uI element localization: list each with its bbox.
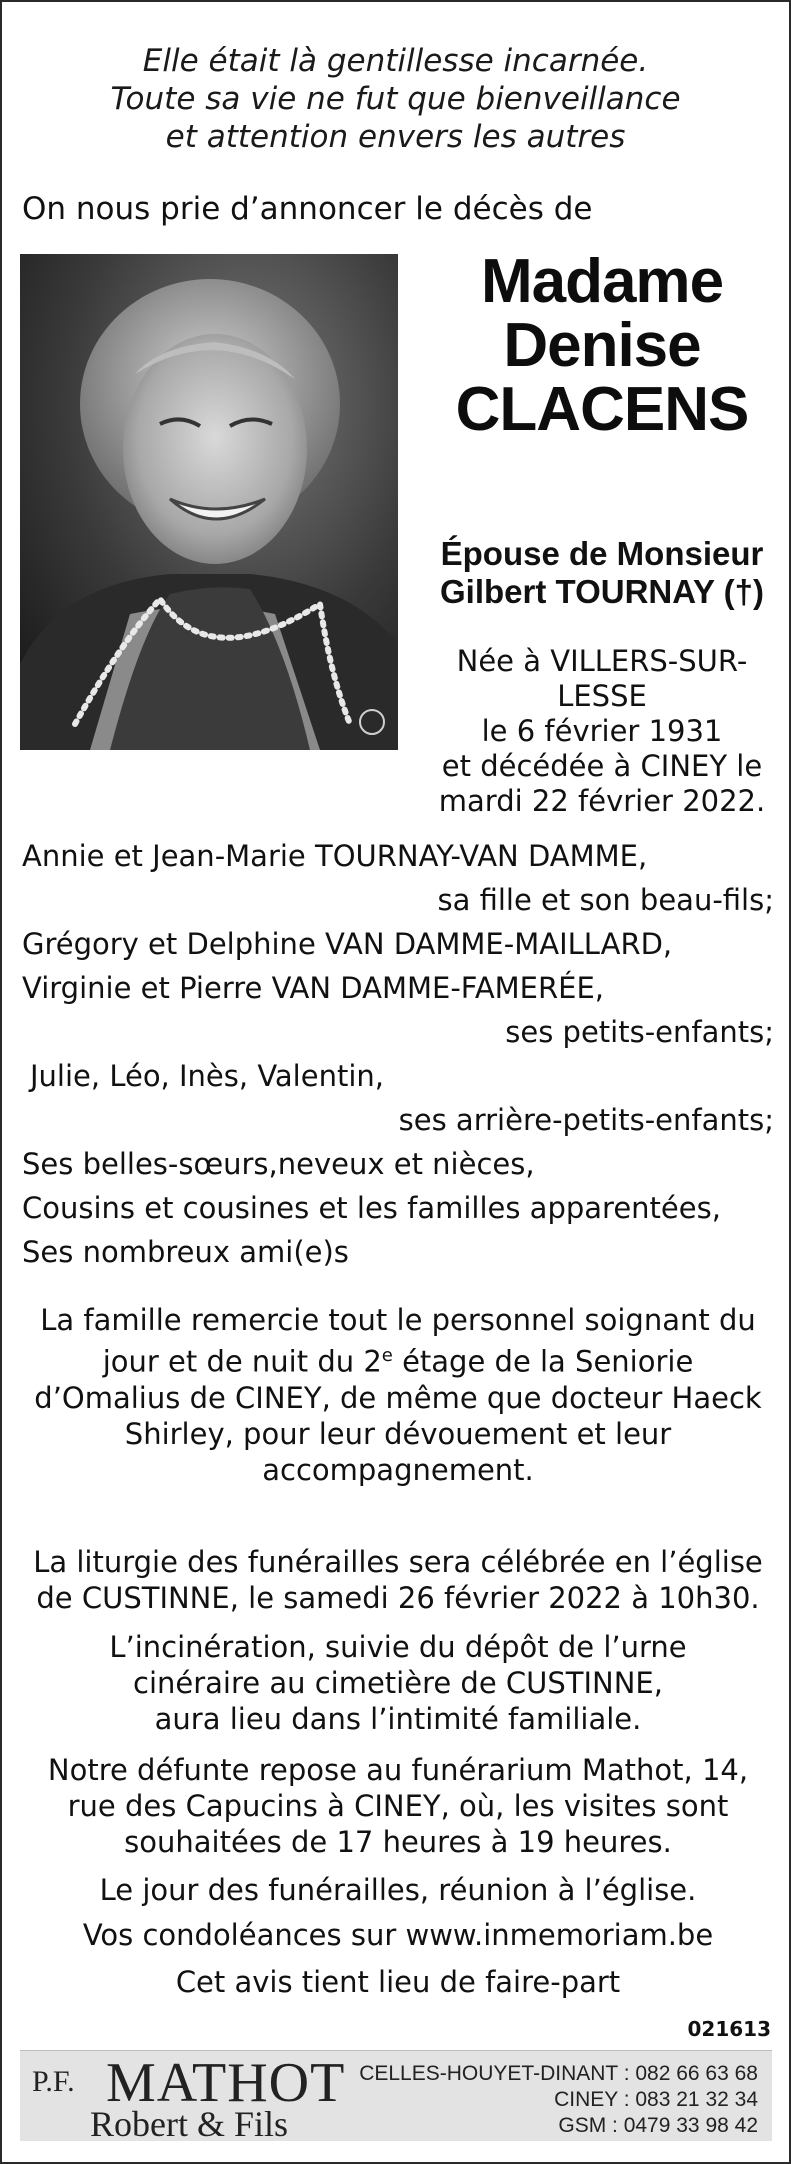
family-grandchildren-role: ses petits-enfants; [505,1015,774,1049]
family-daughter: Annie et Jean-Marie TOURNAY-VAN DAMME, [22,839,648,873]
reference-number: 021613 [687,2017,771,2041]
portrait-photo [20,254,398,750]
funerarium-line: Notre défunte repose au funérarium Mathot, 14, [47,1753,749,1787]
birth-place: Née à VILLERS-SUR-LESSE [456,644,748,713]
spouse-line: Gilbert TOURNAY (†) [440,573,764,610]
family-friends: Ses nombreux ami(e)s [22,1235,349,1269]
family-in-laws: Ses belles-sœurs,neveux et nièces, [22,1147,535,1181]
funerarium-info [22,1752,774,1860]
quote-line: Elle était là gentillesse incarnée. [142,43,649,79]
thanks-line: jour et de nuit du 2e étage de la Seniorie [102,1344,694,1379]
portrait-illustration [20,254,398,750]
company-subtitle: Robert & Fils [90,2104,289,2144]
company-prefix: P.F. [32,2065,75,2098]
contact-phone: CINEY : 083 21 32 34 [554,2088,758,2111]
family-great-grandchildren-role: ses arrière-petits-enfants; [398,1103,774,1137]
spouse-info [422,535,782,611]
family-great-grandchildren: Julie, Léo, Inès, Valentin, [30,1059,384,1093]
cremation-line: cinéraire au cimetière de CUSTINNE, [133,1666,663,1700]
family-cousins: Cousins et cousines et les familles apparentées, [22,1191,721,1225]
spouse-line: Épouse de Monsieur [440,535,764,572]
thanks-line: d’Omalius de CINEY, de même que docteur Haeck [34,1380,762,1415]
family-grandchild: Virginie et Pierre VAN DAMME-FAMERÉE, [22,971,605,1005]
thanks-line: La famille remercie tout le personnel soignant du [40,1303,756,1337]
memorial-quote [2,42,789,156]
family-grandchild: Grégory et Delphine VAN DAMME-MAILLARD, [22,927,673,961]
deceased-title: Madame [480,247,724,316]
contact-phone: GSM : 0479 33 98 42 [558,2114,758,2137]
quote-line: et attention envers les autres [165,119,626,155]
liturgy-info [22,1544,774,1616]
funerarium-line: souhaitées de 17 heures à 19 heures. [124,1825,672,1859]
company-name: MATHOT [106,2052,346,2114]
family-daughter-role: sa fille et son beau-fils; [437,883,774,917]
announcement-intro: On nous prie d’annoncer le décès de [22,191,593,227]
birth-date: le 6 février 1931 [481,714,723,748]
deceased-first-name: Denise [503,311,701,380]
birth-death-info [422,644,782,819]
contact-phone: CELLES-HOUYET-DINANT : 082 66 63 68 [359,2062,758,2085]
funerarium-line: rue des Capucins à CINEY, où, les visites sont [67,1789,729,1823]
deceased-name [422,247,782,444]
deceased-last-name: CLACENS [455,375,749,444]
cremation-line: aura lieu dans l’intimité familiale. [154,1702,642,1736]
funeral-meeting: Le jour des funérailles, réunion à l’église. [99,1873,697,1907]
thanks-paragraph [22,1302,774,1488]
cremation-line: L’incinération, suivie du dépôt de l’urne [109,1630,687,1664]
family-list [22,834,774,1274]
death-place: et décédée à CINEY le [441,749,763,783]
cremation-info [22,1629,774,1737]
death-date: mardi 22 février 2022. [438,784,766,818]
quote-line: Toute sa vie ne fut que bienveillance [110,81,681,117]
liturgy-line: de CUSTINNE, le samedi 26 février 2022 à 10h30. [36,1581,760,1615]
liturgy-line: La liturgie des funérailles sera célébrée en l’église [33,1545,763,1579]
condolences-link[interactable]: Vos condoléances sur www.inmemoriam.be [82,1918,714,1952]
thanks-line: accompagnement. [262,1452,534,1487]
notice-text: Cet avis tient lieu de faire-part [175,1965,621,1999]
funeral-home-banner [20,2050,772,2144]
thanks-line: Shirley, pour leur dévouement et leur [124,1416,672,1451]
contact-list [359,2061,758,2139]
